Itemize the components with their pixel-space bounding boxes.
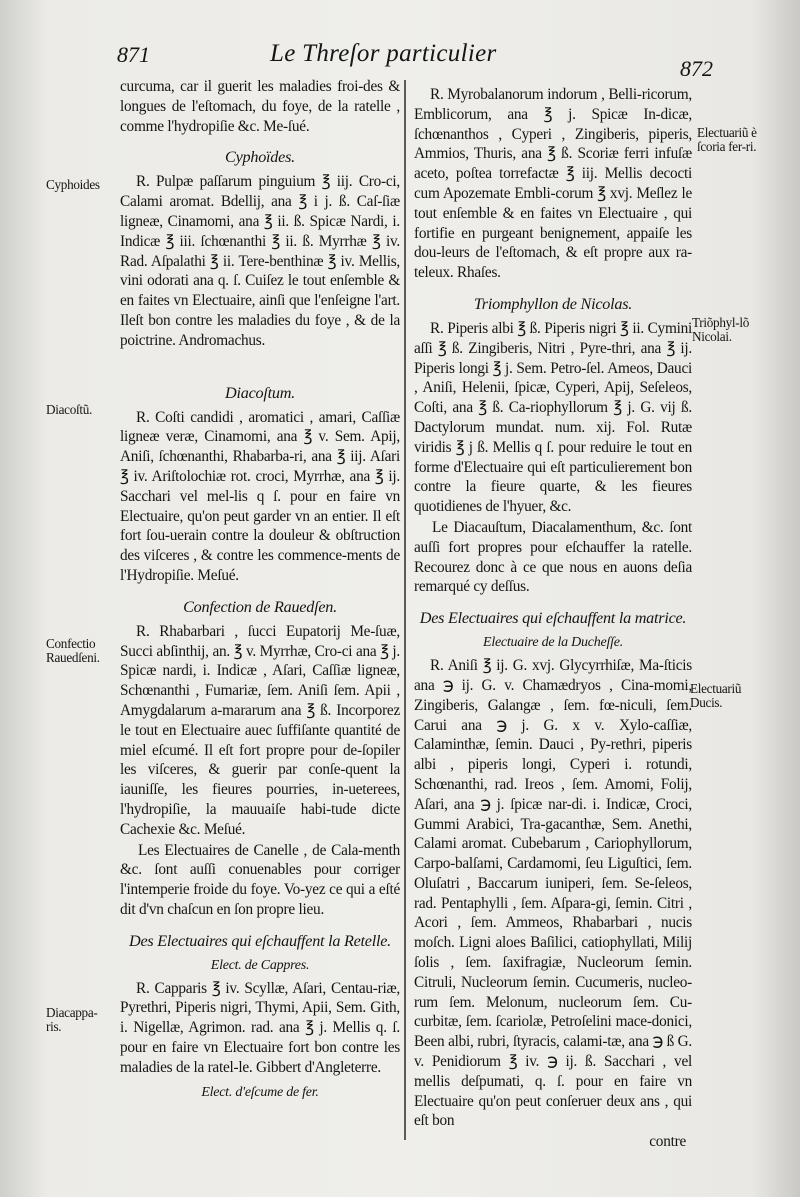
heading-retelle: Des Electuaires qui eſchauffent la Retelle.: [129, 931, 391, 950]
heading-escume: Elect. d'eſcume de fer.: [201, 1084, 319, 1100]
paragraph-triomphyllon: R. Piperis albi ℥ ß. Piperis nigri ℥ ii. Cymini aſſi ℥ ß. Zingiberis, Nitri , Pyre-thri, ana ℥ ij. Piperis longi ℥ j. Sem. Petro-ſel. Ameos, Dauci , Aniſi, Helenii, ſpicæ, Cyperi, Apij, Seſeleos, Coſti, ana ℥ ß. Ca-riophyllorum ℥ j. G. vij ß. Dactylorum mundat. num. xij. Fol. Rutæ viridis ℥ j ß. Mellis q ſ. pour reduire le tout en forme d'Electuaire qui eſt particulierement bon contre la fieure quarte, & les fieures quotidienes de l'hyuer, &c.: [414, 319, 692, 516]
heading-matrice: Des Electuaires qui eſchauffent la matrice.: [419, 609, 687, 628]
margin-note-confection: Confectio Rauedſeni.: [46, 636, 100, 665]
paragraph-canelle: Les Electuaires de Canelle , de Cala-menth &c. ſont auſſi conuenables pour corriger l'intemperie froide du foye. Vo-yez ce qui a eſté dit d'vn chaſcun en ſon propre lieu.: [120, 841, 400, 918]
heading-confection: Confection de Rauedſen.: [183, 597, 337, 616]
paragraph-cyphoides: R. Pulpæ paſſarum pinguium ℥ iij. Cro-ci, Calami aromat. Bdellij, ana ℥ i j. ß. Caſ-ſiæ ligneæ, Cinamomi, ana ℥ ii. ß. Spicæ Nardi, i. Indicæ ℥ iii. ſchœnanthi ℥ ii. ß. Myrrhæ ℥ iv. Rad. Aſpalathi ℥ ii. Tere-benthinæ ℥ iv. Mellis, vini odorati ana q. ſ. Cuiſez le tout enſemble & en faites vn Electuaire, ainſi que l'enſeigne l'art. Ileſt bon contre les maladies du foye , & de la poictrine. Andromachus.: [120, 173, 400, 349]
heading-duchesse: Electuaire de la Ducheſſe.: [483, 635, 623, 651]
heading-triomphyllon: Triomphyllon de Nicolas.: [473, 294, 633, 313]
heading-diacostum: Diacoſtum.: [225, 383, 295, 402]
margin-note-cyphoides: Cyphoides: [46, 177, 100, 192]
margin-note-triophyllon: Triõphyl-lõ Nicolai.: [692, 315, 750, 344]
paragraph-diacostum: R. Coſti candidi , aromatici , amari, Caſſiæ ligneæ veræ, Cinamomi, ana ℥ v. Sem. Apij, Aniſi, ſchœnanthi, Rhabarba-ri, ana ℥ iij. Aſari ℥ iv. Ariſtolochiæ rot. croci, Myrrhæ, ana ℥ ij. Sacchari vel mel-lis q ſ. pour en faire vn Electuaire, qu'on peut garder vn an entier. Il eſt fort ſou-uerain contre la douleur & obſtruction des viſceres , & contre les commence-ments de l'Hydropiſie. Meſué.: [120, 408, 400, 584]
paragraph-duchesse: R. Aniſi ℥ ij. G. xvj. Glycyrrhiſæ, Ma-ſticis ana ℈ ij. G. v. Chamædryos , Cina-momi, Zingiberis, Galangæ , ſem. fœ-niculi, ſem. Carui ana ℈ j. G. x v. Xylo-caſſiæ, Calaminthæ, ſemin. Dauci , Py-rethri, piperis albi , piperis longi, Cyperi i. rotundi, Schœnanthi, rad. Ireos , ſem. Amomi, Folij, Aſari, ana ℈ j. ſpicæ nar-di. i. Indicæ, Croci, Gummi Arabici, Tra-gacanthæ, Sem. Anethi, Calami aromat. Cubebarum , Cariophyllorum, Carpo-balſami, Cardamomi, ſeu Liguſtici, ſem. Oluſatri , Baccarum iuniperi, ſem. Se-ſeleos, rad. Pentaphylli , ſem. Aſpara-gi, ſemin. Citri , Acori , ſem. Ammeos, Rhabarbari , nucis moſch. Ligni aloes Baſilici, catiophyllati, Milij ſolis , ſem. ſaxifragiæ, Nucleorum ſemin. Citruli, Nucleorum ſemin. Cucumeris, nucleo-rum ſem. Melonum, nucleorum ſem. Cu-curbitæ, ſem. ſcariolæ, Petroſelini mace-donici, Been albi, rubri, ſtyracis, calami-tæ, ana ℈ ß G. v. Penidiorum ℥ iv. ℈ ij. ß. Sacchari , vel mellis deſpumati, q. ſ. pour en faire vn Electuaire qu'on peut conſeruer deux ans , qui eſt bon: [414, 657, 692, 1130]
margin-note-diacapparis: Diacappa-ris.: [46, 1005, 98, 1034]
page-number-left: 871: [117, 42, 150, 67]
paragraph-intro: curcuma, car il guerit les maladies froi-des & longues de l'eſtomach, du foye, de la ratelle , comme l'hydropiſie &c. Me-ſué.: [120, 78, 400, 135]
margin-note-diacostum: Diacoſtũ.: [46, 402, 93, 417]
margin-note-scoria: Electuariũ è ſcoria fer-ri.: [697, 125, 757, 154]
paragraph-cappres: R. Capparis ℥ iv. Scyllæ, Aſari, Centau-riæ, Pyrethri, Piperis nigri, Thymi, Apii, Sem. Gith, i. Nigellæ, Agrimon. rad. ana ℥ j. Mellis q. ſ. pour en faire vn Electuaire fort bon contre les maladies de la ratel-le. Gibbert d'Angleterre.: [120, 979, 400, 1076]
paragraph-myrobalan: R. Myrobalanorum indorum , Belli-ricorum, Emblicorum, ana ℥ j. Spicæ In-dicæ, ſchœnanthos , Cyperi , Zingiberis, piperis, Ammios, Thuris, ana ℥ ß. Scoriæ ferri infuſæ aceto, poſtea torrefactæ ℥ iij. Mellis decocti cum Apozemate Embli-corum ℥ xvj. Meſlez le tout enſemble & en faites vn Electuaire , qui fortifie en purgeant benignement, appaiſe les dou-leurs de l'eſtomach, & eſt propre aux ra-teleux. Rhaſes.: [414, 86, 692, 282]
paragraph-diacaustum: Le Diacauſtum, Diacalamenthum, &c. ſont auſſi fort propres pour eſchauffer la ratelle. Recourez donc à ce que nous en auons deſia remarqué cy deſſus.: [414, 518, 692, 596]
catchword: contre: [649, 1133, 686, 1151]
margin-note-duchesse: Electuariũ Ducis.: [690, 681, 742, 710]
heading-cyphoides: Cyphoïdes.: [225, 148, 295, 167]
spacer: [120, 352, 400, 372]
heading-cappres: Elect. de Cappres.: [210, 957, 310, 973]
column-divider: [404, 80, 406, 1140]
page-number-right: 872: [680, 56, 713, 81]
right-column: [414, 85, 692, 1152]
running-title: Le Threſor particulier: [270, 40, 497, 67]
left-column: [120, 77, 400, 1106]
paragraph-confection: R. Rhabarbari , ſucci Eupatorij Me-ſuæ, Succi abſinthij, an. ℥ v. Myrrhæ, Cro-ci ana ℥ j. Spicæ nardi, i. Indicæ , Aſari, Caſſiæ ligneæ, Schœnanthi , Fumariæ, ſem. Aniſi ſem. Apii , Amygdalarum a-mararum ana ℥ ß. Incorporez le tout en Electuaire auec ſuffiſante quantité de miel eſcumé. Il eſt fort propre pour de-ſopiler les viſceres, & guerir par conſe-quent la iauniſſe, les fieures pourries, in-ueterees, l'hydropiſie, la mauuaiſe habi-tude dicte Cachexie &c. Meſué.: [120, 622, 400, 838]
